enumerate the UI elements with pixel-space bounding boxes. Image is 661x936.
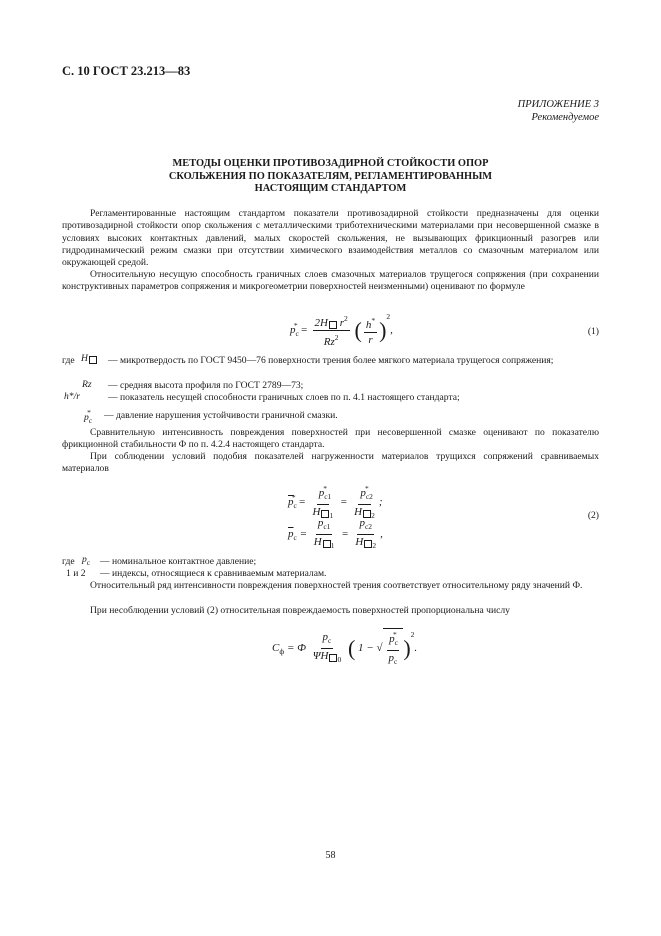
appendix-title: ПРИЛОЖЕНИЕ 3 — [517, 99, 599, 110]
appendix-label — [518, 98, 599, 124]
formula-2-line-2: $\overline{p}_с$ = $\frac{p_{с1}}{H _1}$ = $\frac{p_{с2}}{H _2}$ , — [288, 517, 383, 550]
formula-1: $p_с^*$ = $\frac{2H r^2}{Rz^2}$ ( $\frac{h^*}{r}$ )$^2$, — [290, 312, 393, 348]
formula-3: $C_ф = Ф$ $\frac{p_с}{\Psi H _0}$ ( 1 − √ $\frac{p_с^*}{p_с}$ )$^2$. — [272, 630, 418, 666]
section-title — [60, 158, 601, 196]
equation-number-1: (1) — [587, 326, 599, 337]
definition-hr: — показатель несущей способности граничных слоев по п. 4.1 настоящего стандарта; — [108, 392, 460, 403]
section-title-line: НАСТОЯЩИМ СТАНДАРТОМ — [254, 183, 407, 194]
appendix-status: Рекомендуемое — [531, 112, 599, 123]
paragraph-4: При соблюдении условий подобия показателей нагруженности материалов трущихся сопряжений сравниваемых материалов — [62, 451, 599, 475]
where-label: где — [62, 355, 75, 366]
paragraph-3: Сравнительную интенсивность повреждения поверхностей при несовершенной смазке оценивают по показателю фрикционной стабильности Ф по п. 4.2.4 настоящего стандарта. — [62, 427, 599, 451]
symbol-pc: $p_с$ — [82, 554, 91, 567]
symbol-rz: Rz — [82, 379, 92, 390]
symbol-indices: 1 и 2 — [66, 568, 86, 579]
definition-rz: — средняя высота профиля по ГОСТ 2789—73; — [108, 380, 304, 391]
where-label: где — [62, 556, 75, 567]
paragraph-2: Относительную несущую способность граничных слоев смазочных материалов трущегося сопряжения (при сохранении конструктивных параметров сопряжения и микрогеометрии поверхностей неизменными) оценивают по формуле — [62, 269, 599, 293]
definition-h: — микротвердость по ГОСТ 9450—76 поверхности трения более мягкого материала трущегося сопряжения; — [108, 355, 554, 366]
symbol-pc-star: $p_с^*$ — [84, 408, 93, 425]
definition-pc-star: — давление нарушения устойчивости граничной смазки. — [104, 410, 338, 421]
paragraph-5: Относительный ряд интенсивности повреждения поверхностей трения соответствует относительному ряду значений Ф. — [90, 580, 583, 591]
paragraph-1: Регламентированные настоящим стандартом показатели противозадирной стойкости предназначены для оценки противозадирной стойкости опор скольжения с металлическими триботехническими материалами при несовершенной смазке в условиях высоких контактных давлений, малых скоростей скольжения, не вызывающих фрикционный разогрев или гидродинамический режим смазки при отсутствии химического взаимодействия металлов со смазочным материалом или окружающей средой. — [62, 208, 599, 269]
page-number: 58 — [325, 850, 336, 861]
equation-number-2: (2) — [587, 510, 599, 521]
symbol-h: H — [81, 353, 97, 365]
paragraph-6: При несоблюдении условий (2) относительная повреждаемость поверхностей пропорциональна числу — [90, 605, 510, 616]
page-header: С. 10 ГОСТ 23.213—83 — [62, 64, 191, 78]
definition-pc: — номинальное контактное давление; — [100, 556, 257, 567]
section-title-line: СКОЛЬЖЕНИЯ ПО ПОКАЗАТЕЛЯМ, РЕГЛАМЕНТИРОВАННЫМ — [168, 170, 493, 182]
symbol-hr: h*/r — [64, 391, 80, 402]
section-title-line: МЕТОДЫ ОЦЕНКИ ПРОТИВОЗАДИРНОЙ СТОЙКОСТИ ОПОР — [172, 158, 489, 169]
formula-2-line-1: $\overline{p}_с^*$ = $\frac{p_{с1}^*}{H _1}$ = $\frac{p_{с2}^*}{H _2}$ ; — [288, 484, 383, 520]
definition-indices: — индексы, относящиеся к сравниваемым материалам. — [100, 568, 327, 579]
